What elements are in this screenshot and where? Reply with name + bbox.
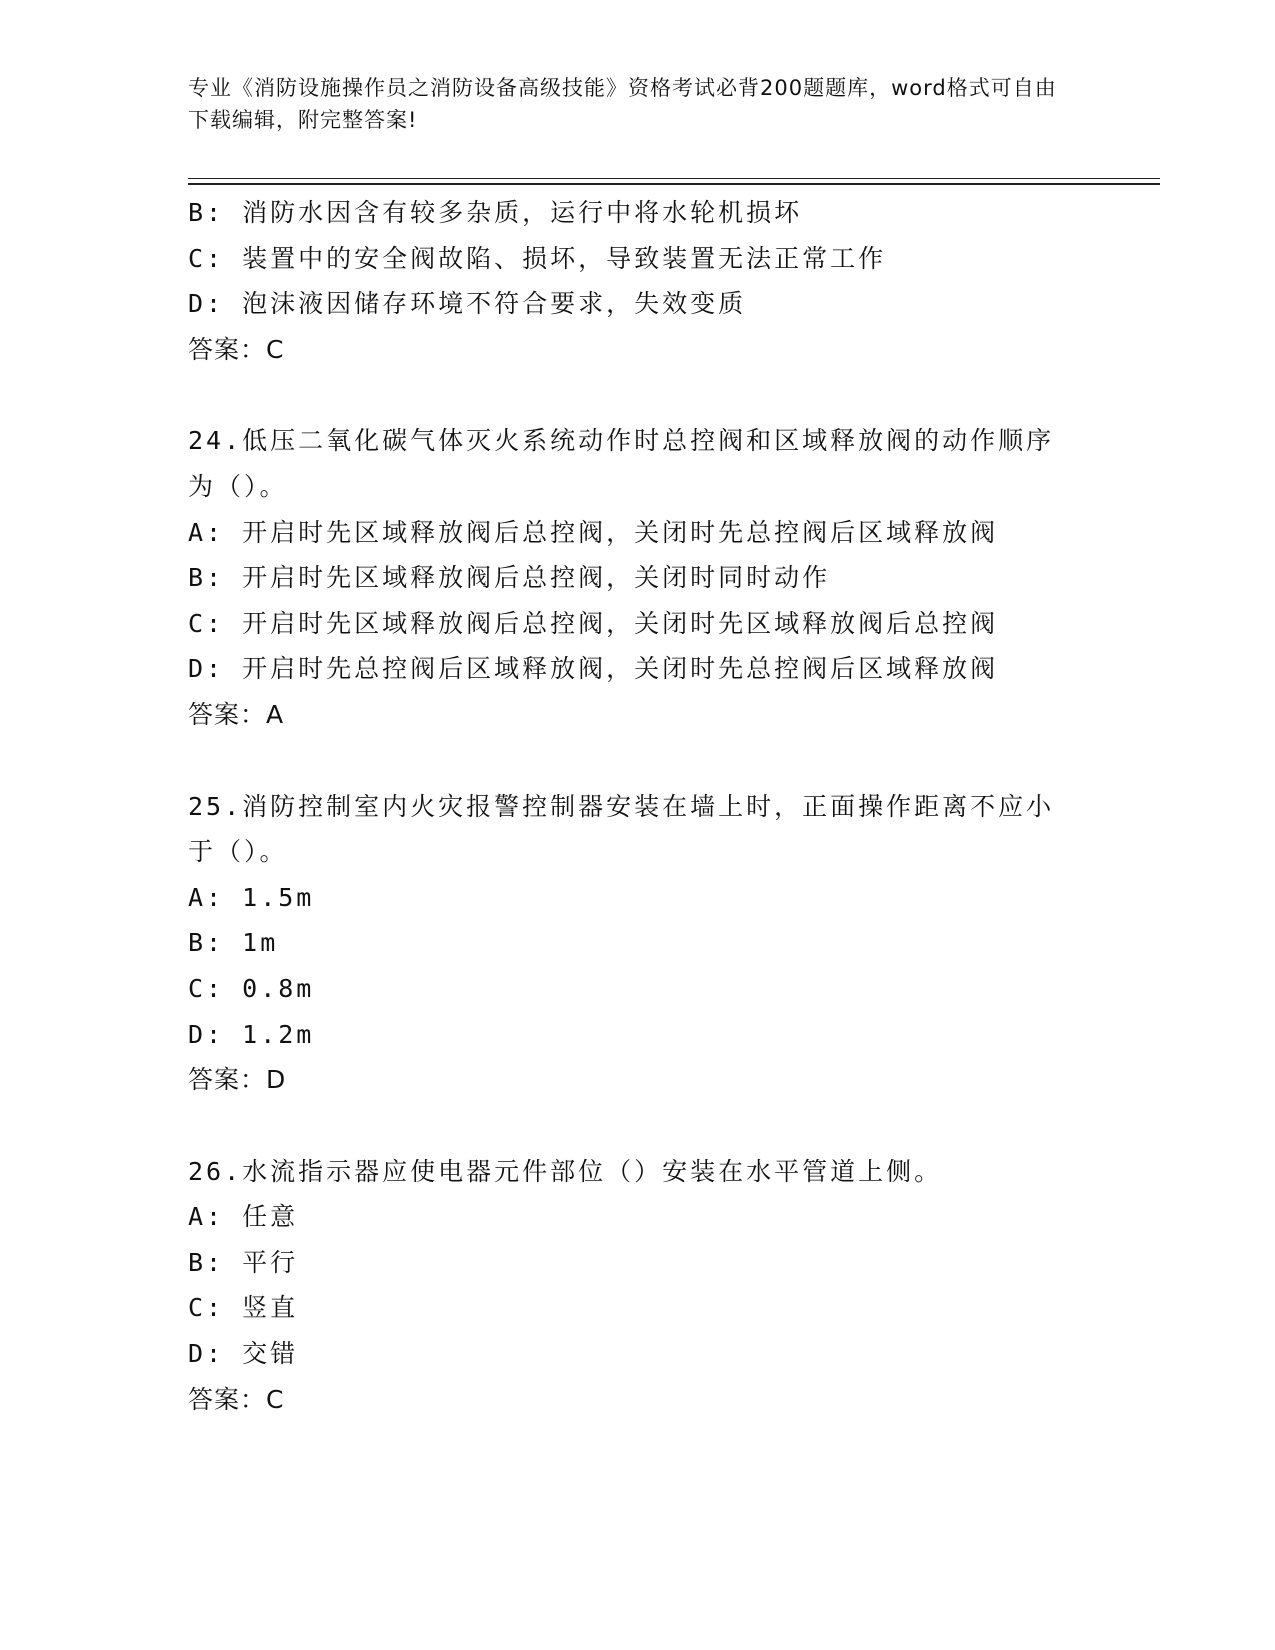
option-line: B: 消防水因含有较多杂质，运行中将水轮机损坏 — [188, 198, 803, 227]
spacer — [188, 1103, 1088, 1149]
answer-line: 答案：C — [188, 334, 285, 364]
option-line: B: 1m — [188, 928, 279, 958]
question-block-23 — [188, 190, 1088, 372]
answer-line: 答案：A — [188, 699, 285, 729]
question-stem-line: 为（）。 — [188, 471, 288, 501]
option-line: A: 1.5m — [188, 882, 315, 912]
question-stem-line: 于（）。 — [188, 837, 288, 867]
option-line: D: 1.2m — [188, 1019, 315, 1049]
option-line: C: 开启时先区域释放阀后总控阀，关闭时先区域释放阀后总控阀 — [188, 608, 999, 638]
question-stem-line: 26.水流指示器应使电器元件部位（）安装在水平管道上侧。 — [188, 1156, 943, 1186]
header-divider-thin — [188, 178, 1160, 179]
question-block-26 — [188, 1149, 1088, 1423]
option-line: D: 交错 — [188, 1339, 299, 1369]
answer-line: 答案：D — [188, 1065, 287, 1095]
question-stem-line: 24.低压二氧化碳气体灭火系统动作时总控阀和区域释放阀的动作顺序 — [188, 426, 1055, 456]
option-line: C: 竖直 — [188, 1293, 299, 1323]
header-divider-thick — [188, 183, 1160, 185]
option-line: A: 任意 — [188, 1202, 299, 1232]
option-line: C: 0.8m — [188, 973, 315, 1003]
question-body — [188, 190, 1088, 1422]
spacer — [188, 738, 1088, 784]
option-line: B: 开启时先区域释放阀后总控阀，关闭时同时动作 — [188, 563, 831, 593]
question-block-25 — [188, 784, 1088, 1103]
spacer — [188, 372, 1088, 418]
option-line: C: 装置中的安全阀故陷、损坏，导致装置无法正常工作 — [188, 243, 887, 273]
option-line: D: 泡沫液因储存环境不符合要求，失效变质 — [188, 289, 747, 319]
option-line: A: 开启时先区域释放阀后总控阀，关闭时先总控阀后区域释放阀 — [188, 517, 999, 547]
option-line: B: 平行 — [188, 1247, 299, 1277]
answer-line: 答案：C — [188, 1384, 285, 1414]
question-block-24 — [188, 418, 1088, 737]
document-header: 专业《消防设施操作员之消防设备高级技能》资格考试必背200题题库，word格式可自由下载编辑，附完整答案! — [188, 76, 1057, 132]
question-stem-line: 25.消防控制室内火灾报警控制器安装在墙上时，正面操作距离不应小 — [188, 791, 1055, 821]
option-line: D: 开启时先总控阀后区域释放阀，关闭时先总控阀后区域释放阀 — [188, 654, 999, 684]
